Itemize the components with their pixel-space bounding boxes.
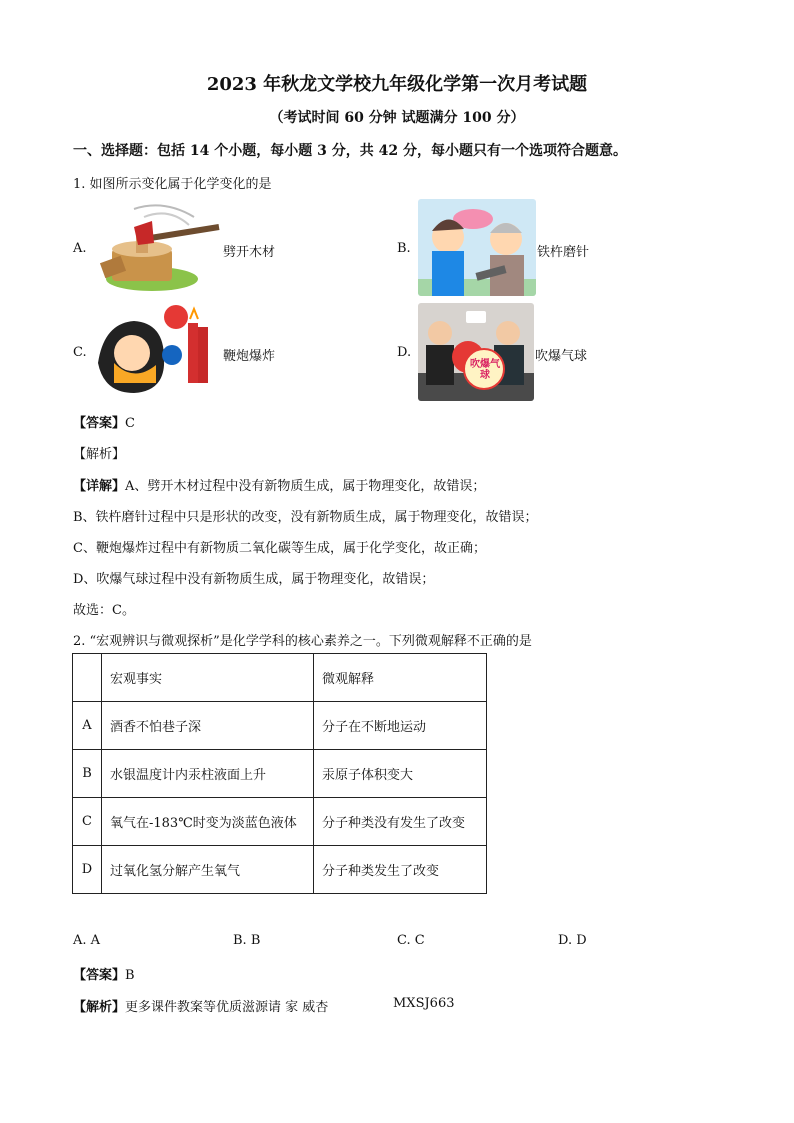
table-cell: 酒香不怕巷子深: [102, 702, 314, 750]
firecracker-image: [94, 303, 222, 395]
q2-answer: [73, 964, 135, 983]
analysis-tag: 【解析】: [73, 1000, 126, 1015]
page-title: 2023 年秋龙文学校九年级化学第一次月考试题: [206, 74, 588, 95]
q1-detail-line: [73, 475, 485, 494]
table-cell: 分子在不断地运动: [314, 702, 487, 750]
table-row: [73, 846, 487, 894]
q1-conclusion: 故选：C。: [73, 603, 135, 618]
table-cell: B: [73, 750, 102, 798]
option-a-letter: A.: [73, 241, 87, 256]
table-row: [73, 702, 487, 750]
choice-a: A. A: [73, 933, 101, 948]
q1-detail-line: D、吹爆气球过程中没有新物质生成，属于物理变化，故错误；: [73, 572, 435, 587]
table-cell: D: [73, 846, 102, 894]
q2-analysis: [73, 996, 328, 1015]
option-b-letter: B.: [397, 241, 411, 256]
section-heading: 一、选择题：包括 14 个小题，每小题 3 分，共 42 分，每小题只有一个选项符合题意。: [73, 143, 627, 159]
answer-tag: 【答案】: [73, 968, 126, 983]
table-cell: 氧气在-183℃时变为淡蓝色液体: [102, 798, 314, 846]
table-cell: [73, 654, 102, 702]
option-c-label: 鞭炮爆炸: [223, 349, 276, 364]
micro-explanation-table: [72, 653, 487, 894]
table-header-cell: 微观解释: [314, 654, 487, 702]
q1-detail-line: B、铁杵磨针过程中只是形状的改变，没有新物质生成，属于物理变化，故错误；: [73, 510, 538, 525]
table-row: [73, 750, 487, 798]
answer-value: B: [125, 968, 135, 983]
option-a-label: 劈开木材: [223, 245, 276, 260]
table-cell: 分子种类没有发生了改变: [314, 798, 487, 846]
table-cell: 汞原子体积变大: [314, 750, 487, 798]
balloon-image: [418, 303, 534, 401]
table-cell: A: [73, 702, 102, 750]
analysis-text: 更多课件教案等优质滋源请 家 威杏: [125, 1000, 329, 1015]
choice-b: B. B: [233, 933, 261, 948]
table-cell: 水银温度计内汞柱液面上升: [102, 750, 314, 798]
question-1-stem: 1. 如图所示变化属于化学变化的是: [73, 177, 272, 192]
q1-analysis-tag: 【解析】: [73, 447, 126, 462]
table-row: [73, 798, 487, 846]
detail-text: A、劈开木材过程中没有新物质生成，属于物理变化，故错误；: [125, 479, 486, 494]
table-cell: 分子种类发生了改变: [314, 846, 487, 894]
detail-tag: 【详解】: [73, 479, 126, 494]
question-2-stem: 2. “宏观辨识与微观探析”是化学学科的核心素养之一。下列微观解释不正确的是: [73, 634, 532, 649]
answer-tag: 【答案】: [73, 416, 126, 431]
exam-info: （考试时间 60 分钟 试题满分 100 分）: [269, 110, 525, 126]
table-header-row: [73, 654, 487, 702]
watermark-code: MXSJ663: [393, 996, 455, 1011]
choice-d: D. D: [558, 933, 587, 948]
choice-c: C. C: [397, 933, 425, 948]
grinding-iron-image: [418, 199, 536, 296]
table-cell: 过氧化氢分解产生氧气: [102, 846, 314, 894]
q1-detail-line: C、鞭炮爆炸过程中有新物质二氧化碳等生成，属于化学变化，故正确；: [73, 541, 486, 556]
q1-answer: [73, 412, 135, 431]
table-header-cell: 宏观事实: [102, 654, 314, 702]
option-c-letter: C.: [73, 345, 87, 360]
table-cell: C: [73, 798, 102, 846]
chopping-wood-image: [94, 199, 222, 296]
balloon-caption: 吹爆气球: [470, 359, 500, 381]
answer-value: C: [125, 416, 135, 431]
option-d-label: 吹爆气球: [535, 349, 588, 364]
option-d-letter: D.: [397, 345, 412, 360]
option-b-label: 铁杵磨针: [537, 245, 590, 260]
